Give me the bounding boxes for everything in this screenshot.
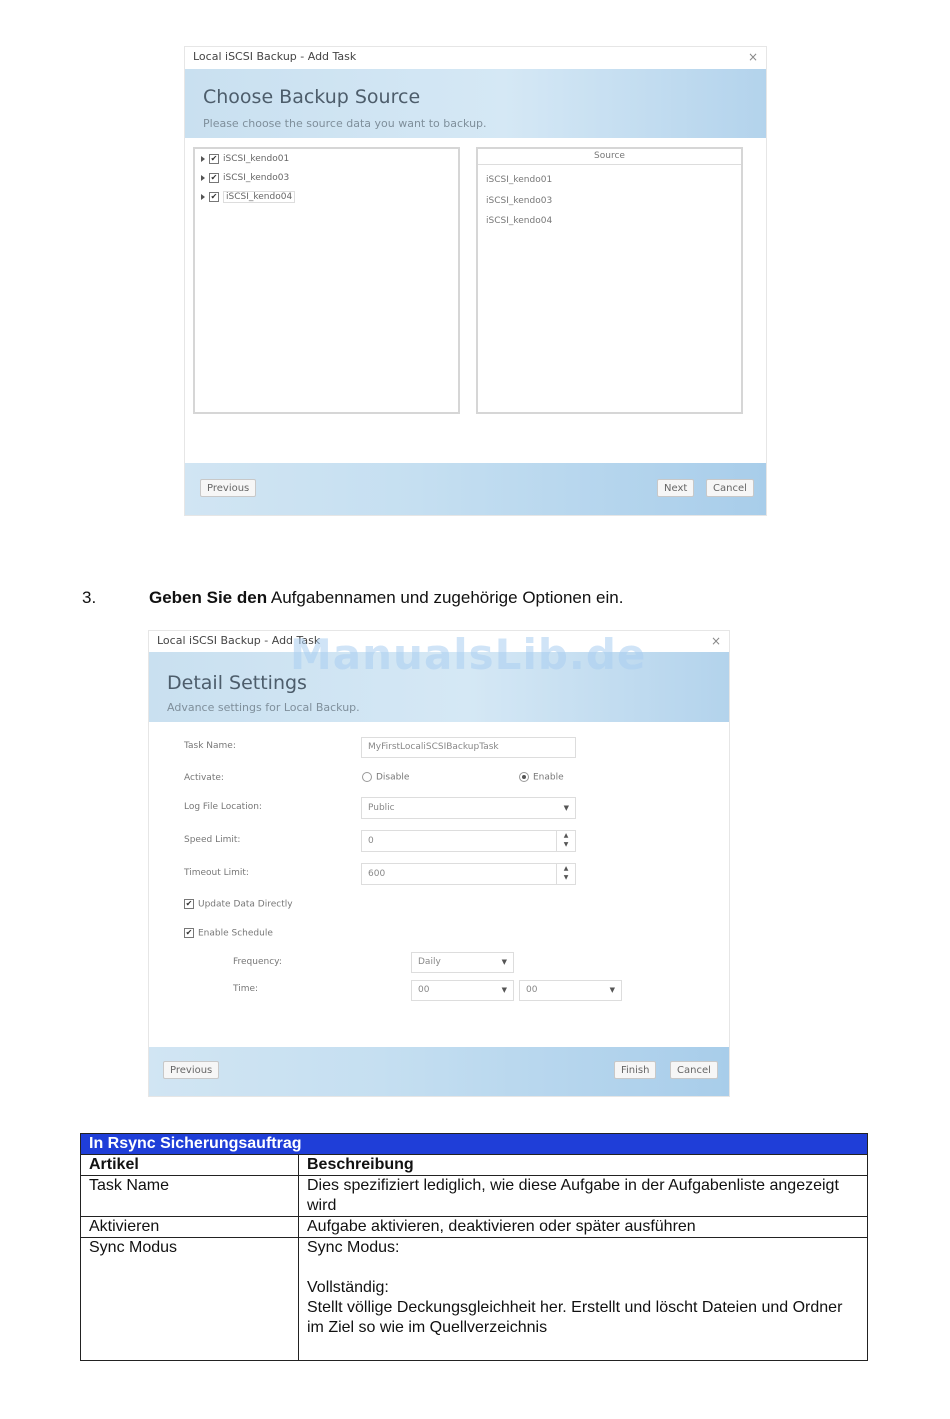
speed-limit-stepper[interactable] — [361, 830, 576, 852]
task-name-label: Task Name: — [184, 741, 236, 751]
expand-arrow-icon[interactable] — [201, 175, 205, 181]
dialog-heading: Choose Backup Source — [203, 86, 421, 108]
description-blank-line — [307, 1258, 859, 1278]
description-line: Sync Modus: — [307, 1239, 400, 1256]
description-line: Stellt völlige Deckungsgleichheit her. Erstellt und löscht Dateien und Ordner im Ziel so wie im Quellverzeichnis — [307, 1299, 843, 1336]
detail-settings-dialog — [148, 630, 730, 1097]
enable-schedule-label: Enable Schedule — [198, 928, 273, 939]
update-data-label: Update Data Directly — [198, 899, 293, 910]
time-minute-value: 00 — [526, 985, 538, 995]
step-rest-text: Aufgabennamen und zugehörige Optionen ein. — [270, 588, 624, 607]
finish-button[interactable]: Finish — [614, 1061, 656, 1079]
tree-item-label: iSCSI_kendo01 — [223, 154, 290, 164]
radio-off-icon[interactable] — [362, 772, 372, 782]
tree-item-label: iSCSI_kendo03 — [223, 173, 290, 183]
column-header-description: Beschreibung — [299, 1155, 868, 1176]
choose-backup-source-dialog — [184, 46, 767, 516]
table-row — [81, 1238, 868, 1361]
source-column-header: Source — [478, 149, 741, 165]
time-label: Time: — [233, 984, 259, 994]
tree-item-label: iSCSI_kendo04 — [223, 191, 295, 203]
update-data-checkbox[interactable] — [184, 899, 293, 910]
step-bold-text: Geben Sie den — [149, 588, 268, 607]
dialog-subheading: Please choose the source data you want to backup. — [203, 117, 487, 130]
tree-item[interactable] — [201, 171, 289, 185]
expand-arrow-icon[interactable] — [201, 194, 205, 200]
row-description — [299, 1238, 868, 1361]
dialog-title: Local iSCSI Backup - Add Task — [193, 50, 357, 63]
rsync-settings-table — [80, 1133, 868, 1361]
timeout-limit-label: Timeout Limit: — [184, 868, 249, 878]
cancel-button[interactable]: Cancel — [706, 479, 754, 497]
chevron-down-icon: ▼ — [501, 986, 507, 994]
close-icon[interactable]: × — [747, 50, 758, 64]
timeout-limit-value: 600 — [368, 869, 386, 879]
task-name-value: MyFirstLocaliSCSIBackupTask — [368, 742, 499, 752]
table-title: In Rsync Sicherungsauftrag — [81, 1134, 868, 1155]
table-row — [81, 1176, 868, 1217]
step-instruction — [149, 588, 623, 608]
chevron-down-icon: ▼ — [609, 986, 615, 994]
table-title-row — [81, 1134, 868, 1155]
activate-label: Activate: — [184, 773, 224, 783]
source-item: iSCSI_kendo01 — [486, 175, 553, 185]
log-location-value: Public — [368, 803, 395, 813]
speed-limit-label: Speed Limit: — [184, 835, 241, 845]
time-hour-select[interactable] — [411, 980, 514, 1001]
dialog-footer — [185, 463, 766, 515]
row-description — [299, 1217, 868, 1238]
task-name-input[interactable] — [361, 737, 576, 758]
selected-source-panel — [476, 147, 743, 414]
tree-item[interactable] — [201, 152, 289, 166]
previous-button[interactable]: Previous — [200, 479, 256, 497]
cancel-button[interactable]: Cancel — [670, 1061, 718, 1079]
checkbox-checked-icon[interactable]: ✔ — [185, 928, 193, 937]
table-row — [81, 1217, 868, 1238]
time-hour-value: 00 — [418, 985, 430, 995]
source-item: iSCSI_kendo04 — [486, 216, 553, 226]
frequency-label: Frequency: — [233, 957, 282, 967]
description-line: Aufgabe aktivieren, deaktivieren oder später ausführen — [307, 1218, 696, 1235]
chevron-down-icon: ▼ — [501, 958, 507, 966]
column-header-item: Artikel — [81, 1155, 299, 1176]
dialog-footer — [149, 1047, 729, 1096]
dialog-banner — [185, 69, 766, 138]
step-number: 3. — [82, 588, 97, 607]
expand-arrow-icon[interactable] — [201, 156, 205, 162]
previous-button[interactable]: Previous — [163, 1061, 219, 1079]
speed-limit-value: 0 — [368, 836, 374, 846]
checkbox-checked-icon[interactable]: ✔ — [210, 153, 218, 163]
row-description — [299, 1176, 868, 1217]
frequency-select[interactable] — [411, 952, 514, 973]
log-location-label: Log File Location: — [184, 802, 262, 812]
row-item: Aktivieren — [81, 1217, 299, 1238]
disable-label: Disable — [376, 772, 410, 783]
close-icon[interactable]: × — [710, 634, 721, 648]
enable-radio[interactable] — [519, 772, 564, 783]
disable-radio[interactable] — [362, 772, 409, 783]
dialog-heading: Detail Settings — [167, 672, 307, 694]
source-item: iSCSI_kendo03 — [486, 196, 553, 206]
enable-label: Enable — [533, 772, 564, 783]
log-location-select[interactable] — [361, 797, 576, 819]
spinner-arrows-icon[interactable]: ▲ ▼ — [556, 864, 575, 884]
checkbox-checked-icon[interactable]: ✔ — [210, 172, 218, 182]
radio-on-icon[interactable] — [519, 772, 529, 782]
enable-schedule-checkbox[interactable] — [184, 928, 273, 939]
chevron-down-icon: ▼ — [563, 804, 569, 812]
tree-item[interactable] — [201, 190, 295, 204]
watermark: ManualsLib.de — [290, 630, 647, 679]
source-tree-panel — [193, 147, 460, 414]
row-item: Sync Modus — [81, 1238, 299, 1361]
dialog-title: Local iSCSI Backup - Add Task — [157, 634, 321, 647]
frequency-value: Daily — [418, 957, 441, 967]
checkbox-checked-icon[interactable]: ✔ — [210, 191, 218, 201]
description-line: Dies spezifiziert lediglich, wie diese Aufgabe in der Aufgabenliste angezeigt wird — [307, 1177, 839, 1214]
time-minute-select[interactable] — [519, 980, 622, 1001]
checkbox-checked-icon[interactable]: ✔ — [185, 899, 193, 908]
spinner-arrows-icon[interactable]: ▲ ▼ — [556, 831, 575, 851]
table-header-row — [81, 1155, 868, 1176]
row-item: Task Name — [81, 1176, 299, 1217]
description-line: Vollständig: — [307, 1279, 389, 1296]
next-button[interactable]: Next — [657, 479, 694, 497]
dialog-subheading: Advance settings for Local Backup. — [167, 701, 360, 714]
timeout-limit-stepper[interactable] — [361, 863, 576, 885]
